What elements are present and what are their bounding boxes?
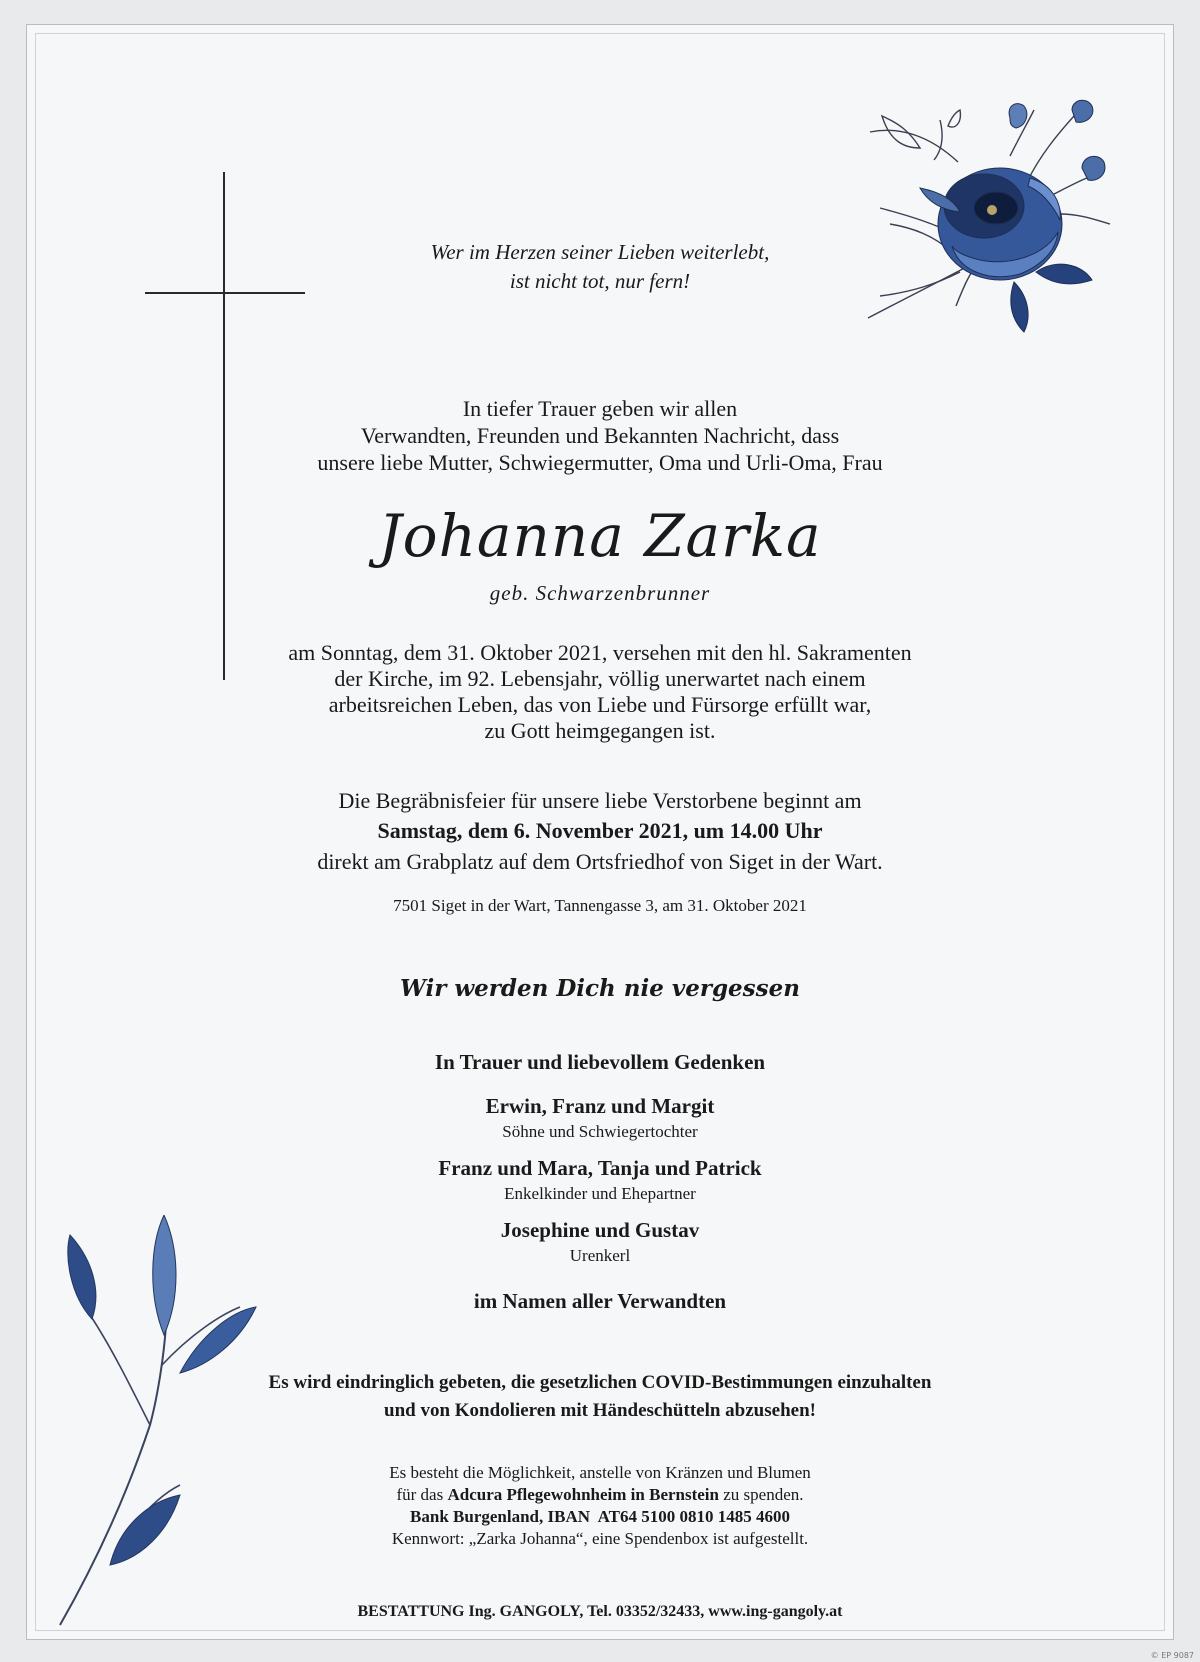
motto xyxy=(0,238,1200,296)
announcement-intro xyxy=(0,395,1200,476)
motto-line-2: ist nicht tot, nur fern! xyxy=(509,269,691,293)
mourner-group-names: Franz und Mara, Tanja und Patrick xyxy=(438,1156,762,1180)
never-forget: Wir werden Dich nie vergessen xyxy=(400,975,800,1002)
donation-keyword: Kennwort: „Zarka Johanna“, eine Spendenbox ist aufgestellt. xyxy=(391,1529,809,1548)
mourner-group-relation: Söhne und Schwiegertochter xyxy=(502,1122,698,1141)
donation-line-1: Es besteht die Möglichkeit, anstelle von Kränzen und Blumen xyxy=(389,1463,811,1482)
mourner-group-names: Erwin, Franz und Margit xyxy=(485,1094,715,1118)
mourners-heading: In Trauer und liebevollem Gedenken xyxy=(434,1050,766,1074)
funeral-date: Samstag, dem 6. November 2021, um 14.00 Uhr xyxy=(377,818,823,843)
death-line-2: der Kirche, im 92. Lebensjahr, völlig unerwartet nach einem xyxy=(334,666,866,691)
intro-line-3: unsere liebe Mutter, Schwiegermutter, Oma und Urli-Oma, Frau xyxy=(317,450,883,475)
funeral-home-footer: BESTATTUNG Ing. GANGOLY, Tel. 03352/32433, www.ing-gangoly.at xyxy=(357,1603,843,1620)
covid-notice xyxy=(0,1369,1200,1425)
death-line-4: zu Gott heimgegangen ist. xyxy=(484,718,716,743)
donation-line-2-post: zu spenden. xyxy=(719,1485,804,1504)
intro-line-1: In tiefer Trauer geben wir allen xyxy=(462,396,738,421)
intro-line-2: Verwandten, Freunden und Bekannten Nachricht, dass xyxy=(360,423,840,448)
donation-line-2 xyxy=(0,1484,1200,1506)
deceased-name: Johanna Zarka xyxy=(378,502,822,570)
place-date: 7501 Siget in der Wart, Tannengasse 3, am 31. Oktober 2021 xyxy=(393,896,807,915)
mourner-group-names: Josephine und Gustav xyxy=(500,1218,700,1242)
mourners-closing: im Namen aller Verwandten xyxy=(473,1289,727,1313)
donation-info xyxy=(0,1462,1200,1550)
death-line-3: arbeitsreichen Leben, das von Liebe und Fürsorge erfüllt war, xyxy=(328,692,872,717)
leaf-branch-icon xyxy=(40,1215,280,1635)
birth-name: geb. Schwarzenbrunner xyxy=(489,581,711,605)
covid-line-2: und von Kondolieren mit Händeschütteln abzusehen! xyxy=(384,1400,816,1421)
template-code: © EP 9087 xyxy=(1150,1651,1194,1660)
donation-recipient: Adcura Pflegewohnheim in Bernstein xyxy=(447,1485,719,1504)
mourner-group-relation: Urenkerl xyxy=(569,1246,631,1265)
donation-line-2-pre: für das xyxy=(396,1485,448,1504)
death-line-1: am Sonntag, dem 31. Oktober 2021, versehen mit den hl. Sakramenten xyxy=(288,640,912,665)
funeral-line-1: Die Begräbnisfeier für unsere liebe Verstorbene beginnt am xyxy=(338,788,862,813)
funeral-line-3: direkt am Grabplatz auf dem Ortsfriedhof von Siget in der Wart. xyxy=(317,849,883,874)
bank-details: Bank Burgenland, IBAN AT64 5100 0810 1485 4600 xyxy=(410,1507,790,1526)
mourner-group-relation: Enkelkinder und Ehepartner xyxy=(504,1184,696,1203)
death-text xyxy=(0,640,1200,744)
rose-icon xyxy=(860,96,1130,356)
motto-line-1: Wer im Herzen seiner Lieben weiterlebt, xyxy=(430,240,770,264)
covid-line-1: Es wird eindringlich gebeten, die gesetzlichen COVID-Bestimmungen einzuhalten xyxy=(268,1372,932,1393)
